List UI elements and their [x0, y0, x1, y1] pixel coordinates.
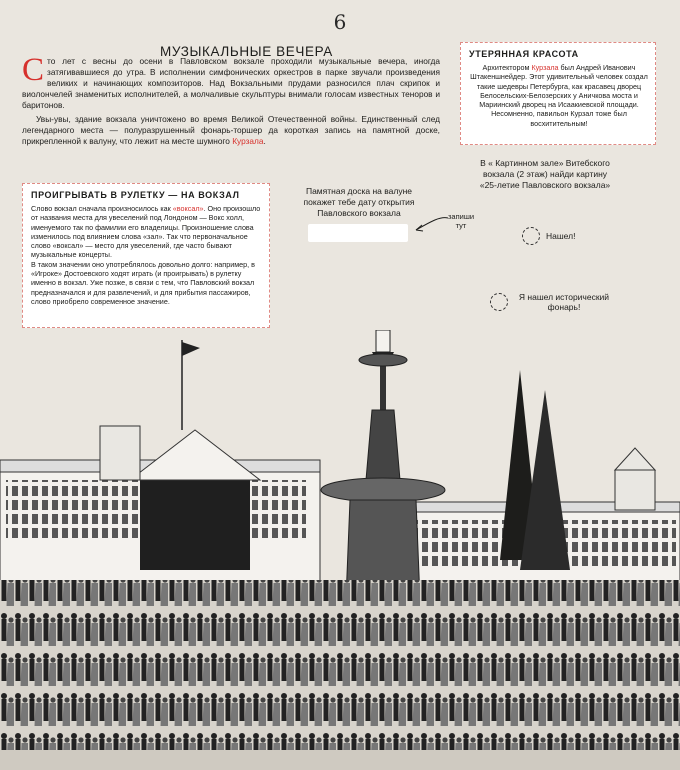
found-painting-check	[522, 227, 575, 245]
main-text	[22, 52, 440, 150]
roulette-title: ПРОИГРЫВАТЬ В РУЛЕТКУ — НА ВОКЗАЛ	[31, 190, 240, 200]
lost-beauty-kurzal-link[interactable]: Курзала	[531, 63, 559, 72]
write-here-arrow-icon	[410, 214, 450, 238]
main-paragraph-2	[22, 114, 440, 147]
pavlovsk-station-illustration	[0, 330, 680, 770]
painting-prompt: В « Картинном зале» Витебского вокзала (2 этаж) найди картину «25-летие Павловского вокзала»	[479, 158, 611, 190]
main-paragraph-2-end: .	[263, 136, 266, 146]
write-here-label: запиши тут	[447, 212, 475, 230]
page-number: 6	[333, 10, 347, 34]
main-paragraph-1-text: то лет с весны до осени в Павловском вокзале проходили музыкальные вечера, иногда затягивавшиеся до утра. В исполнении симфонических оркестров в парке звучали произведения великих и начинающих композиторов. Над Вокзальными прудами разносился плач скрипок и виолончелей знаменитых исполнителей, а молчаливые скульптуры внимали голосам известных теноров и баритонов.	[22, 56, 440, 110]
fir-trees	[500, 370, 570, 570]
roulette-p1-end: . Оно произошло от названия места для увеселений под Лондоном — Вокс холл, именуемого так по фамилии его владелицы. Произношение слова изменилось под влиянием слова «зал». Так что первоначальное слово «воксал» — место для увеселений, где часто бывают музыкальные концерты.	[31, 204, 261, 260]
lost-beauty-text	[469, 63, 649, 128]
memorial-prompt: Памятная доска на валуне покажет тебе дату открытия Павловского вокзала	[303, 186, 415, 218]
found-lantern-checkbox[interactable]	[490, 293, 508, 311]
found-painting-checkbox[interactable]	[522, 227, 540, 245]
roulette-box	[22, 183, 270, 328]
main-title: МУЗЫКАЛЬНЫЕ ВЕЧЕРА	[160, 44, 333, 59]
roulette-p1-start: Слово вокзал сначала произносилось как	[31, 204, 173, 213]
main-paragraph-2-text: Увы-увы, здание вокзала уничтожено во время Великой Отечественной войны. Единственный след легендарного места — полуразрушенный фонарь-торшер да короткая запись на памятной доске, прикрепленной к валуну, что лежит на месте шумного	[22, 114, 440, 146]
lost-beauty-title: УТЕРЯННАЯ КРАСОТА	[469, 49, 579, 59]
memorial-date-input[interactable]	[308, 224, 408, 242]
found-lantern-check	[490, 292, 614, 312]
found-lantern-label: Я нашел исторический фонарь!	[518, 292, 610, 312]
roulette-text	[31, 204, 261, 306]
found-painting-label: Нашел!	[546, 231, 576, 241]
main-paragraph-1	[22, 52, 440, 111]
lost-beauty-text-start: Архитектором	[482, 63, 532, 72]
dropcap: С	[22, 52, 45, 88]
crowd	[0, 580, 680, 770]
lost-beauty-text-end: был Андрей Иванович Штакеншнейдер. Этот удивительный человек создал такие шедевры Петербурга, как красавец дворец Белосельских-Белозерских у Аничкова моста и Мариинский дворец на Исаакиевской площади. Несомненно, павильон Курзал тоже был восхитительным!	[470, 63, 648, 128]
ground	[0, 750, 680, 770]
roulette-paragraph-2: В таком значении оно употреблялось довольно долго: например, в «Игроке» Достоевского ходят играть (и проигрывать) в рулетку именно в вокзал. Уже позже, в связи с тем, что Павловский вокзал предназначался и для развлечений, и для прибытия пассажиров, слово приобрело современное значение.	[31, 259, 255, 306]
left-pavilion	[0, 340, 320, 600]
roulette-paragraph-1	[31, 204, 261, 260]
voksal-link[interactable]: «воксал»	[172, 204, 204, 213]
kurzal-link[interactable]: Курзала	[232, 136, 264, 146]
lost-beauty-box	[460, 42, 656, 145]
